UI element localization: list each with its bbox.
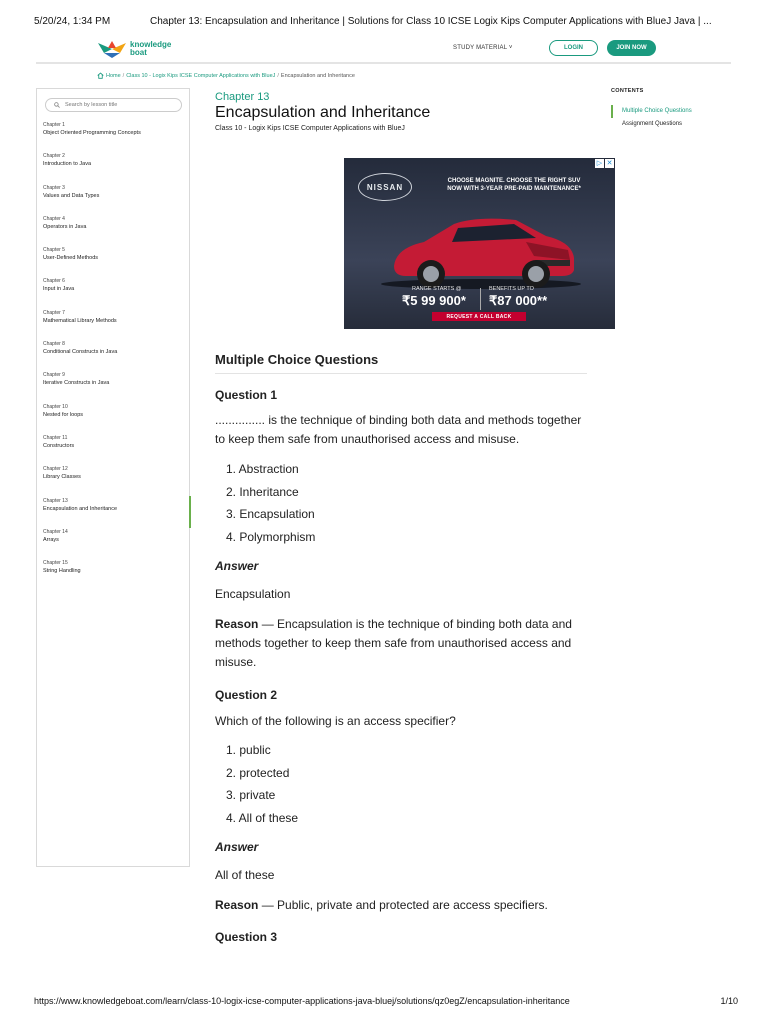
contents-title: CONTENTS (611, 88, 644, 94)
page-title: Encapsulation and Inheritance (215, 104, 431, 121)
option: 2. protected (226, 765, 290, 780)
question-1-heading: Question 1 (215, 388, 278, 402)
chapter-number: Chapter 14 (43, 528, 68, 535)
chapter-name: Constructors (43, 442, 75, 449)
request-callback-button[interactable]: REQUEST A CALL BACK (432, 312, 526, 321)
sidebar-item-chapter-13[interactable] (37, 498, 189, 529)
print-page-number: 1/10 (720, 996, 738, 1006)
sidebar-item-chapter-14[interactable] (37, 529, 189, 560)
chapter-number: Chapter 8 (43, 341, 65, 348)
option: 2. Inheritance (226, 484, 299, 499)
chapter-name: Values and Data Types (43, 192, 100, 199)
chapter-number: Chapter 10 (43, 403, 68, 410)
reason-body: — Public, private and protected are access specifiers. (258, 898, 548, 912)
sidebar-item-chapter-7[interactable] (37, 310, 189, 341)
top-navbar (36, 34, 731, 64)
chapter-name: String Handling (43, 568, 81, 575)
page-subtitle: Class 10 - Logix Kips ICSE Computer Applications with BlueJ (215, 125, 405, 132)
sidebar-item-chapter-9[interactable] (37, 372, 189, 403)
chapter-number: Chapter 9 (43, 372, 65, 379)
answer-text: Encapsulation (215, 587, 291, 601)
reason-text (215, 615, 587, 672)
sidebar-item-chapter-15[interactable] (37, 560, 189, 591)
print-date: 5/20/24, 1:34 PM (34, 16, 111, 27)
sidebar-item-chapter-3[interactable] (37, 185, 189, 216)
ad-headline-line2: NOW WITH 3-YEAR PRE-PAID MAINTENANCE* (447, 186, 581, 192)
car-image (376, 206, 586, 290)
answer-text: All of these (215, 868, 275, 882)
option: 4. All of these (226, 810, 299, 825)
chapter-number: Chapter 1 (43, 122, 65, 128)
chapter-name: Mathematical Library Methods (43, 317, 117, 324)
chapter-name: Library Classes (43, 474, 81, 481)
chapter-number: Chapter 12 (43, 466, 68, 473)
question-3-heading: Question 3 (215, 930, 278, 944)
logo-text-line2: boat (130, 48, 147, 57)
option: 3. Encapsulation (226, 507, 315, 521)
sidebar-item-chapter-6[interactable] (37, 278, 189, 309)
ad-headline (424, 177, 604, 193)
section-title: Multiple Choice Questions (215, 352, 587, 374)
ad-brand-text: NISSAN (366, 182, 404, 192)
ad-range-label: RANGE STARTS @ (412, 286, 462, 292)
chapter-sidebar (36, 88, 190, 867)
chapter-name: Input in Java (43, 286, 75, 293)
breadcrumb: Home / Class 10 - Logix Kips ICSE Computer Applications with BlueJ / Encapsulation and Inheritance (97, 72, 355, 79)
reason-label: Reason (215, 617, 259, 631)
chapter-name: Iterative Constructs in Java (43, 380, 110, 387)
chapter-label: Chapter 13 (215, 91, 270, 103)
contents-item-assignment[interactable]: Assignment Questions (622, 121, 683, 127)
sidebar-item-chapter-5[interactable] (37, 247, 189, 278)
ad-benefit-price: ₹87 000** (489, 293, 548, 308)
chapter-number: Chapter 11 (43, 434, 68, 441)
login-button[interactable]: LOGIN (549, 40, 598, 56)
question-1-text: ............... is the technique of binding both data and methods together to keep them safe from unauthorised access and misuse. (215, 413, 582, 446)
search-input[interactable] (65, 102, 175, 108)
option: 3. private (226, 788, 276, 802)
breadcrumb-current: Encapsulation and Inheritance (280, 72, 355, 79)
answer-label: Answer (215, 840, 259, 854)
lesson-search-box[interactable] (45, 98, 182, 112)
sidebar-item-chapter-10[interactable] (37, 404, 189, 435)
question-2-text: Which of the following is an access specifier? (215, 714, 456, 728)
sidebar-item-chapter-8[interactable] (37, 341, 189, 372)
sidebar-item-chapter-1[interactable] (37, 122, 189, 153)
question-2-options (226, 739, 298, 829)
chapter-number: Chapter 6 (43, 278, 65, 285)
reason-body: — Encapsulation is the technique of binding both data and methods together to keep them safe from unauthorised access and misuse. (215, 617, 572, 669)
option: 4. Polymorphism (226, 529, 316, 544)
answer-label: Answer (215, 559, 259, 573)
question-2-heading: Question 2 (215, 688, 278, 702)
print-header (34, 16, 738, 30)
ad-headline-line1: CHOOSE MAGNITE. CHOOSE THE RIGHT SUV (447, 178, 581, 184)
chapter-number: Chapter 4 (43, 215, 65, 222)
breadcrumb-class[interactable]: Class 10 - Logix Kips ICSE Computer Applications with BlueJ (126, 72, 276, 79)
chapter-name: Operators in Java (43, 223, 87, 230)
ad-range-price: ₹5 99 900* (402, 293, 466, 308)
print-title: Chapter 13: Encapsulation and Inheritance | Solutions for Class 10 ICSE Logix Kips Computer Applications with BlueJ Java | ... (150, 16, 712, 27)
chapter-list (37, 122, 189, 591)
search-icon (54, 102, 60, 108)
chapter-name: Object Oriented Programming Concepts (43, 130, 141, 136)
site-logo[interactable] (96, 38, 196, 60)
ad-divider (480, 288, 481, 310)
chapter-name: Arrays (43, 536, 59, 543)
question-1-options (226, 458, 315, 548)
print-footer (34, 996, 738, 1006)
chapter-number: Chapter 7 (43, 309, 65, 316)
reason-label: Reason (215, 898, 259, 912)
chapter-name: User-Defined Methods (43, 255, 99, 262)
chapter-number: Chapter 15 (43, 560, 68, 567)
option: 1. public (226, 743, 271, 757)
logo-text-line1: knowledge (130, 40, 172, 49)
advertisement-banner[interactable] (344, 158, 615, 329)
chapter-number: Chapter 5 (43, 247, 65, 254)
sidebar-item-chapter-4[interactable] (37, 216, 189, 247)
chapter-number: Chapter 2 (43, 153, 65, 160)
sidebar-item-chapter-12[interactable] (37, 466, 189, 497)
chapter-name: Introduction to Java (43, 161, 92, 168)
chapter-name: Encapsulation and Inheritance (43, 505, 117, 512)
home-icon (97, 72, 104, 79)
option: 1. Abstraction (226, 462, 299, 476)
breadcrumb-home[interactable]: Home (106, 72, 121, 79)
reason-text (215, 896, 587, 915)
boat-logo-icon (96, 39, 128, 59)
contents-item-mcq[interactable]: Multiple Choice Questions (611, 105, 721, 118)
ad-choices-icon[interactable]: ▷ (596, 160, 603, 167)
nissan-logo (358, 173, 412, 201)
table-of-contents (611, 88, 721, 131)
chapter-name: Conditional Constructs in Java (43, 349, 118, 356)
close-icon[interactable]: ✕ (606, 160, 613, 167)
ad-benefit-label: BENEFITS UP TO (489, 286, 534, 292)
sidebar-item-chapter-2[interactable] (37, 153, 189, 184)
study-material-menu[interactable]: STUDY MATERIAL ˅ (453, 45, 513, 51)
print-url: https://www.knowledgeboat.com/learn/class-10-logix-icse-computer-applications-java-bluej/solutions/qz0egZ/encapsulation-inheritance (34, 996, 570, 1006)
chapter-name: Nested for loops (43, 411, 84, 418)
chapter-number: Chapter 13 (43, 497, 68, 504)
join-now-button[interactable]: JOIN NOW (607, 40, 656, 56)
chapter-number: Chapter 3 (43, 184, 65, 191)
sidebar-item-chapter-11[interactable] (37, 435, 189, 466)
